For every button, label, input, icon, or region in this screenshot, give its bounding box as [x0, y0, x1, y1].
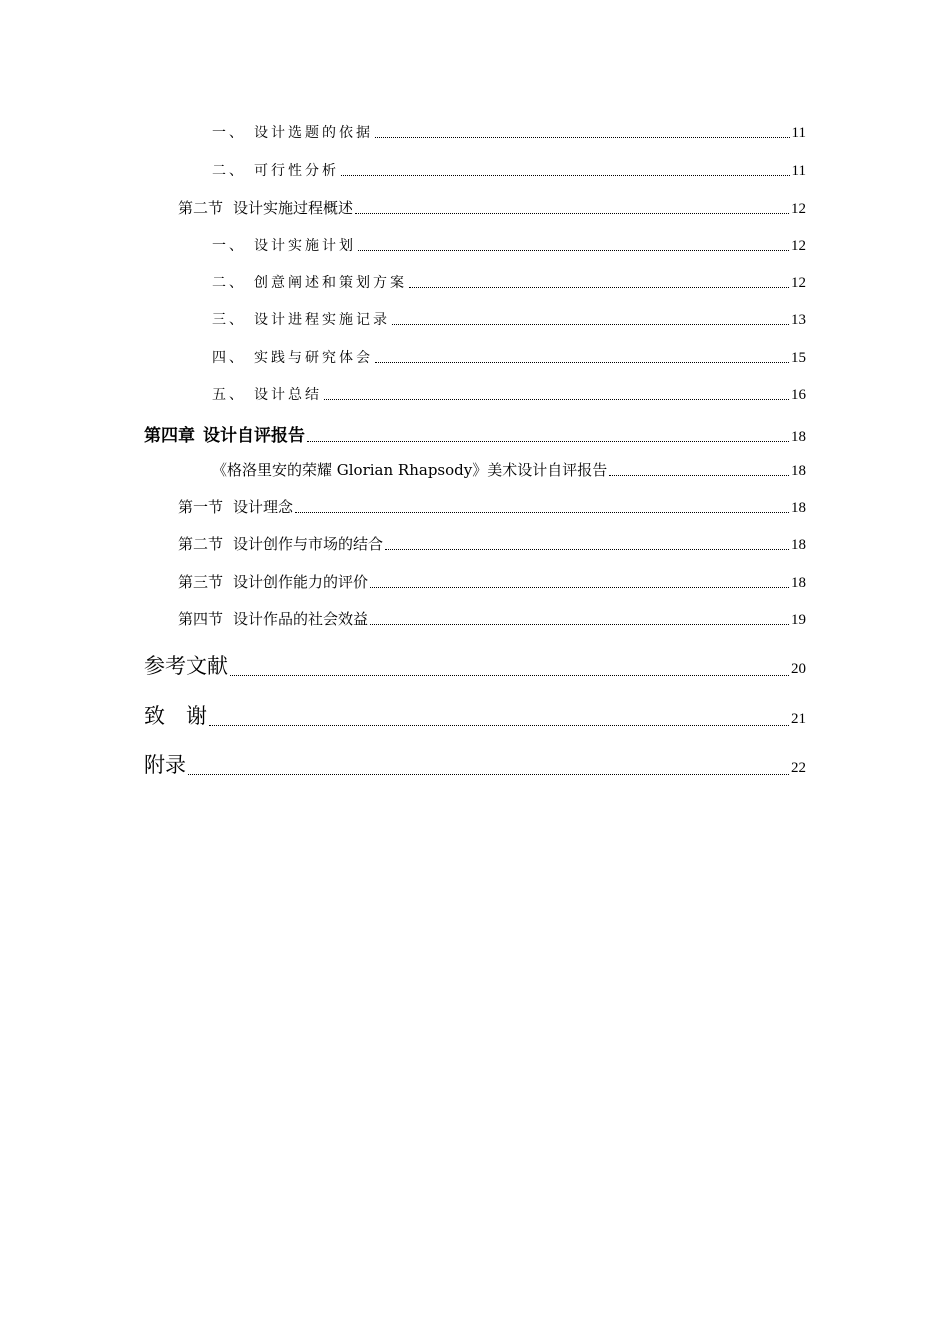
toc-page-number: 16: [791, 387, 806, 403]
toc-entry[interactable]: [144, 650, 806, 680]
toc-entry[interactable]: [212, 122, 806, 142]
toc-entry[interactable]: [212, 384, 806, 404]
toc-item-title: 设计创作与市场的结合: [233, 535, 384, 553]
toc-page-number: 20: [791, 661, 806, 677]
toc-entry[interactable]: [212, 459, 806, 480]
toc-entry[interactable]: [144, 700, 806, 730]
toc-leader-dots: [370, 623, 789, 625]
toc-leader-dots: [370, 586, 789, 588]
toc-page-number: 18: [791, 575, 806, 591]
toc-leader-dots: [230, 674, 789, 676]
toc-leader-dots: [209, 724, 789, 726]
toc-leader-dots: [609, 474, 789, 476]
toc-page-number: 18: [791, 463, 806, 479]
toc-page-number: 15: [791, 350, 806, 366]
toc-page-number: 12: [791, 275, 806, 291]
toc-leader-dots: [295, 511, 789, 513]
toc-item-title: 设计实施过程概述: [233, 199, 354, 217]
toc-leader-dots: [341, 174, 790, 176]
toc-item-title: 设计总结: [254, 387, 322, 403]
toc-page-number: 18: [791, 537, 806, 553]
toc-section-number: 第一节: [178, 498, 224, 516]
toc-item-number: 四、: [212, 350, 246, 366]
toc-leader-dots: [375, 361, 789, 363]
toc-page-number: 12: [791, 201, 806, 217]
toc-item-title: 设计实施计划: [254, 238, 356, 254]
toc-leader-dots: [375, 136, 790, 138]
toc-section-number: 第四节: [178, 610, 224, 628]
toc-section-number: 第三节: [178, 573, 224, 591]
toc-leader-dots: [385, 548, 789, 550]
toc-item-number: 二、: [212, 163, 246, 179]
toc-item-title: 可行性分析: [254, 163, 339, 179]
toc-entry[interactable]: [212, 272, 806, 292]
toc-item-title: 设计进程实施记录: [254, 312, 390, 328]
toc-item-title: 设计创作能力的评价: [233, 573, 369, 591]
toc-item-number: 一、: [212, 238, 246, 254]
toc-item-number: 三、: [212, 312, 246, 328]
toc-entry[interactable]: [178, 496, 806, 517]
toc-entry[interactable]: [178, 571, 806, 592]
toc-leader-dots: [307, 440, 789, 442]
toc-item-number: 一、: [212, 125, 246, 141]
toc-item-title: 附录: [144, 753, 186, 777]
toc-entry[interactable]: [212, 309, 806, 329]
toc-entry[interactable]: [212, 347, 806, 367]
toc-item-title: 创意阐述和策划方案: [254, 275, 407, 291]
toc-item-title: 设计自评报告: [203, 426, 305, 446]
toc-page-number: 19: [791, 612, 806, 628]
toc-entry[interactable]: [178, 533, 806, 554]
toc-chapter-number: 第四章: [144, 426, 195, 446]
toc-page-number: 18: [791, 500, 806, 516]
toc-item-title: 致 谢: [144, 704, 207, 728]
toc-leader-dots: [188, 773, 789, 775]
toc-item-title: 《格洛里安的荣耀 Glorian Rhapsody》美术设计自评报告: [212, 461, 608, 479]
toc-leader-dots: [392, 323, 789, 325]
toc-item-number: 五、: [212, 387, 246, 403]
toc-section-number: 第二节: [178, 199, 224, 217]
toc-page-number: 22: [791, 760, 806, 776]
toc-item-number: 二、: [212, 275, 246, 291]
toc-item-title: 设计选题的依据: [254, 125, 373, 141]
toc-page-number: 21: [791, 711, 806, 727]
toc-page-number: 11: [791, 125, 806, 141]
toc-entry[interactable]: [178, 197, 806, 218]
toc-item-title: 实践与研究体会: [254, 350, 373, 366]
toc-item-title: 设计理念: [233, 498, 294, 516]
toc-leader-dots: [409, 286, 789, 288]
toc-leader-dots: [358, 249, 789, 251]
toc-entry[interactable]: [212, 160, 806, 180]
toc-entry[interactable]: [178, 608, 806, 629]
toc-page-number: 18: [791, 429, 806, 445]
toc-leader-dots: [355, 212, 789, 214]
toc-page-number: 13: [791, 312, 806, 328]
toc-entry[interactable]: [144, 749, 806, 779]
toc-page-number: 11: [791, 163, 806, 179]
toc-entry[interactable]: [212, 235, 806, 255]
toc-leader-dots: [324, 398, 789, 400]
toc-page-number: 12: [791, 238, 806, 254]
toc-entry[interactable]: [144, 421, 806, 446]
toc-section-number: 第二节: [178, 535, 224, 553]
toc-item-title: 设计作品的社会效益: [233, 610, 369, 628]
toc-item-title: 参考文献: [144, 654, 228, 678]
